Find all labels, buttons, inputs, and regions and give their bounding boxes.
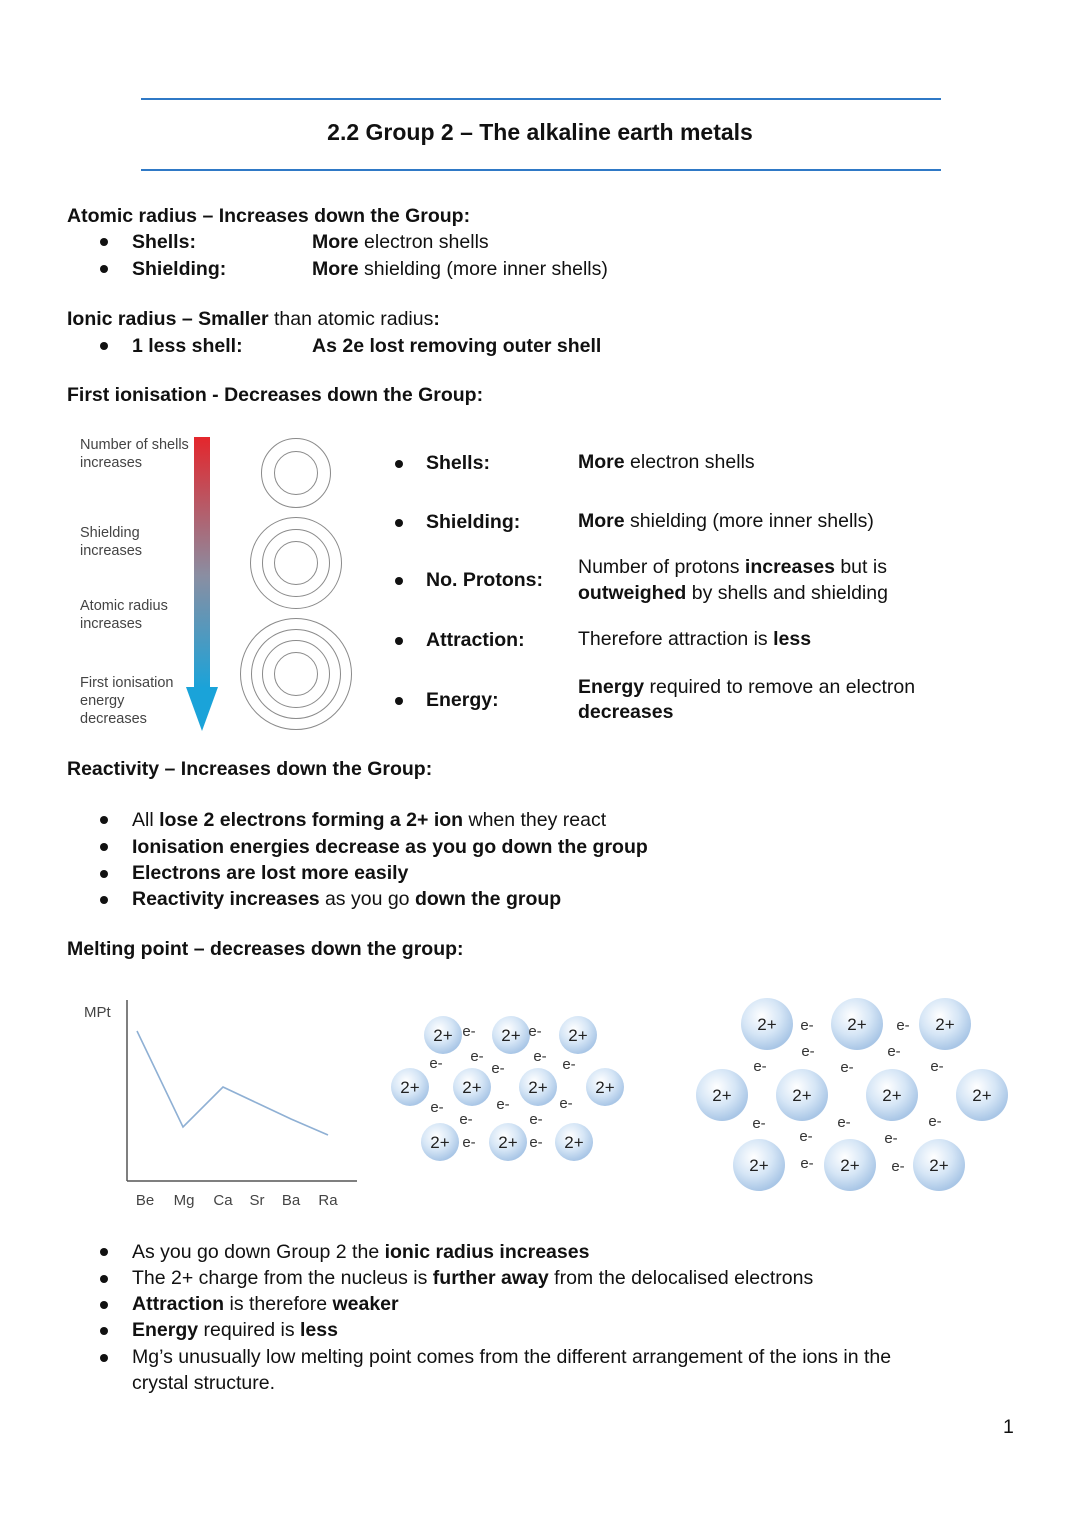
electron-label: e- (430, 1099, 444, 1116)
atomic-shells-value: More electron shells (312, 231, 489, 253)
ion-label: 2+ (757, 1014, 777, 1034)
ion-label: 2+ (462, 1077, 482, 1097)
chart-ylabel: MPt (84, 1004, 111, 1021)
ion-label: 2+ (568, 1025, 588, 1045)
reactivity-bullet-2: Ionisation energies decrease as you go down the group (132, 836, 648, 858)
electron-label: e- (887, 1043, 901, 1060)
bullet (100, 265, 108, 273)
ionic-shell-value: As 2e lost removing outer shell (312, 335, 602, 357)
gradient-arrow (184, 435, 222, 733)
electron-label: e- (930, 1058, 944, 1075)
page-title: 2.2 Group 2 – The alkaline earth metals (327, 119, 753, 145)
electron-label: e- (496, 1096, 510, 1113)
page-number: 1 (1003, 1416, 1014, 1438)
ion-label: 2+ (595, 1077, 615, 1097)
electron-label: e- (928, 1113, 942, 1130)
ion-label: 2+ (498, 1132, 518, 1152)
electron-label: e- (559, 1095, 573, 1112)
ion-label: 2+ (882, 1085, 902, 1105)
bullet (100, 896, 108, 904)
melting-bullet-1: As you go down Group 2 the ionic radius increases (132, 1241, 590, 1263)
chart-tick-label: Ba (281, 1192, 301, 1209)
bullet (100, 238, 108, 246)
melting-bullet-3: Attraction is therefore weaker (132, 1293, 399, 1315)
bullet (100, 816, 108, 824)
chart-tick-label: Ca (213, 1192, 233, 1209)
electron-label: e- (528, 1023, 542, 1040)
electron-label: e- (896, 1017, 910, 1034)
electron-label: e- (837, 1114, 851, 1131)
fi-protons-value-line1: Number of protons increases but is (578, 556, 887, 578)
electron-label: e- (800, 1017, 814, 1034)
electron-label: e- (891, 1158, 905, 1175)
reactivity-bullet-3: Electrons are lost more easily (132, 862, 409, 884)
fi-shielding-label: Shielding: (426, 511, 521, 533)
ion-label: 2+ (935, 1014, 955, 1034)
electron-label: e- (429, 1055, 443, 1072)
melting-bullet-4: Energy required is less (132, 1319, 338, 1341)
electron-label: e- (840, 1059, 854, 1076)
electron-label: e- (462, 1023, 476, 1040)
electron-label: e- (799, 1128, 813, 1145)
fi-energy-value-line1: Energy required to remove an electron (578, 676, 916, 698)
electron-label: e- (752, 1115, 766, 1132)
electron-label: e- (470, 1048, 484, 1065)
atomic-shells-label: Shells: (132, 231, 196, 253)
ion-label: 2+ (847, 1014, 867, 1034)
lattice-small-ions (380, 1005, 640, 1170)
diagram-label-ionisation: First ionisation energy decreases (80, 675, 174, 727)
fi-protons-value-line2: outweighed by shells and shielding (578, 582, 888, 604)
bullet (100, 342, 108, 350)
bullet (395, 697, 403, 705)
bullet (100, 843, 108, 851)
ion-label: 2+ (972, 1085, 992, 1105)
fi-shells-label: Shells: (426, 452, 490, 474)
reactivity-bullet-4: Reactivity increases as you go down the group (132, 888, 562, 910)
fi-attraction-label: Attraction: (426, 629, 525, 651)
ion-label: 2+ (400, 1077, 420, 1097)
fi-energy-label: Energy: (426, 689, 499, 711)
fi-attraction-value: Therefore attraction is less (578, 628, 812, 650)
first-ionisation-heading: First ionisation - Decreases down the Group: (67, 384, 484, 406)
bullet (395, 637, 403, 645)
diagram-label-radius: Atomic radius increases (80, 598, 168, 632)
chart-tick-label: Be (135, 1192, 155, 1209)
melting-point-chart (70, 995, 370, 1215)
ion-label: 2+ (430, 1132, 450, 1152)
electron-label: e- (529, 1111, 543, 1128)
bullet (395, 519, 403, 527)
atomic-radius-heading: Atomic radius – Increases down the Group: (67, 205, 471, 227)
fi-shells-value: More electron shells (578, 451, 755, 473)
ion-label: 2+ (749, 1155, 769, 1175)
melting-bullet-2: The 2+ charge from the nucleus is further away from the delocalised electrons (132, 1267, 814, 1289)
atomic-shielding-value: More shielding (more inner shells) (312, 258, 608, 280)
ionic-radius-heading: Ionic radius – Smaller than atomic radius: (67, 308, 440, 330)
electron-label: e- (562, 1056, 576, 1073)
ion-label: 2+ (712, 1085, 732, 1105)
reactivity-heading: Reactivity – Increases down the Group: (67, 758, 433, 780)
bullet (395, 577, 403, 585)
electron-label: e- (800, 1155, 814, 1172)
ion-label: 2+ (929, 1155, 949, 1175)
bullet (100, 1248, 108, 1256)
bullet (100, 870, 108, 878)
title-rule-bottom (141, 169, 941, 171)
reactivity-bullet-1: All lose 2 electrons forming a 2+ ion when they react (132, 809, 607, 831)
bullet (100, 1275, 108, 1283)
electron-label: e- (533, 1048, 547, 1065)
bullet (100, 1354, 108, 1362)
chart-tick-label: Mg (173, 1192, 195, 1209)
ion-label: 2+ (501, 1025, 521, 1045)
bullet (395, 460, 403, 468)
chart-tick-label: Sr (249, 1192, 265, 1209)
ion-label: 2+ (433, 1025, 453, 1045)
ionic-shell-label: 1 less shell: (132, 335, 243, 357)
diagram-label-shells: Number of shells increases (80, 437, 189, 471)
atomic-shielding-label: Shielding: (132, 258, 227, 280)
melting-point-heading: Melting point – decreases down the group: (67, 938, 464, 960)
ion-label: 2+ (564, 1132, 584, 1152)
electron-label: e- (753, 1058, 767, 1075)
chart-tick-label: Ra (318, 1192, 338, 1209)
bullet (100, 1327, 108, 1335)
melting-bullet-5: Mg’s unusually low melting point comes from the different arrangement of the ions in the (132, 1346, 892, 1368)
ion-label: 2+ (792, 1085, 812, 1105)
fi-energy-value-line2: decreases (578, 701, 674, 723)
electron-label: e- (529, 1134, 543, 1151)
diagram-label-shielding: Shielding increases (80, 525, 143, 559)
electron-label: e- (884, 1130, 898, 1147)
lattice-large-ions (690, 995, 1015, 1200)
electron-label: e- (801, 1043, 815, 1060)
electron-label: e- (491, 1060, 505, 1077)
ion-label: 2+ (840, 1155, 860, 1175)
fi-shielding-value: More shielding (more inner shells) (578, 510, 874, 532)
fi-protons-label: No. Protons: (426, 569, 543, 591)
electron-label: e- (462, 1134, 476, 1151)
melting-bullet-5-line2: crystal structure. (132, 1372, 276, 1394)
electron-label: e- (459, 1111, 473, 1128)
ion-label: 2+ (528, 1077, 548, 1097)
chart-series-line (137, 1031, 328, 1135)
bullet (100, 1301, 108, 1309)
title-rule-top (141, 98, 941, 100)
